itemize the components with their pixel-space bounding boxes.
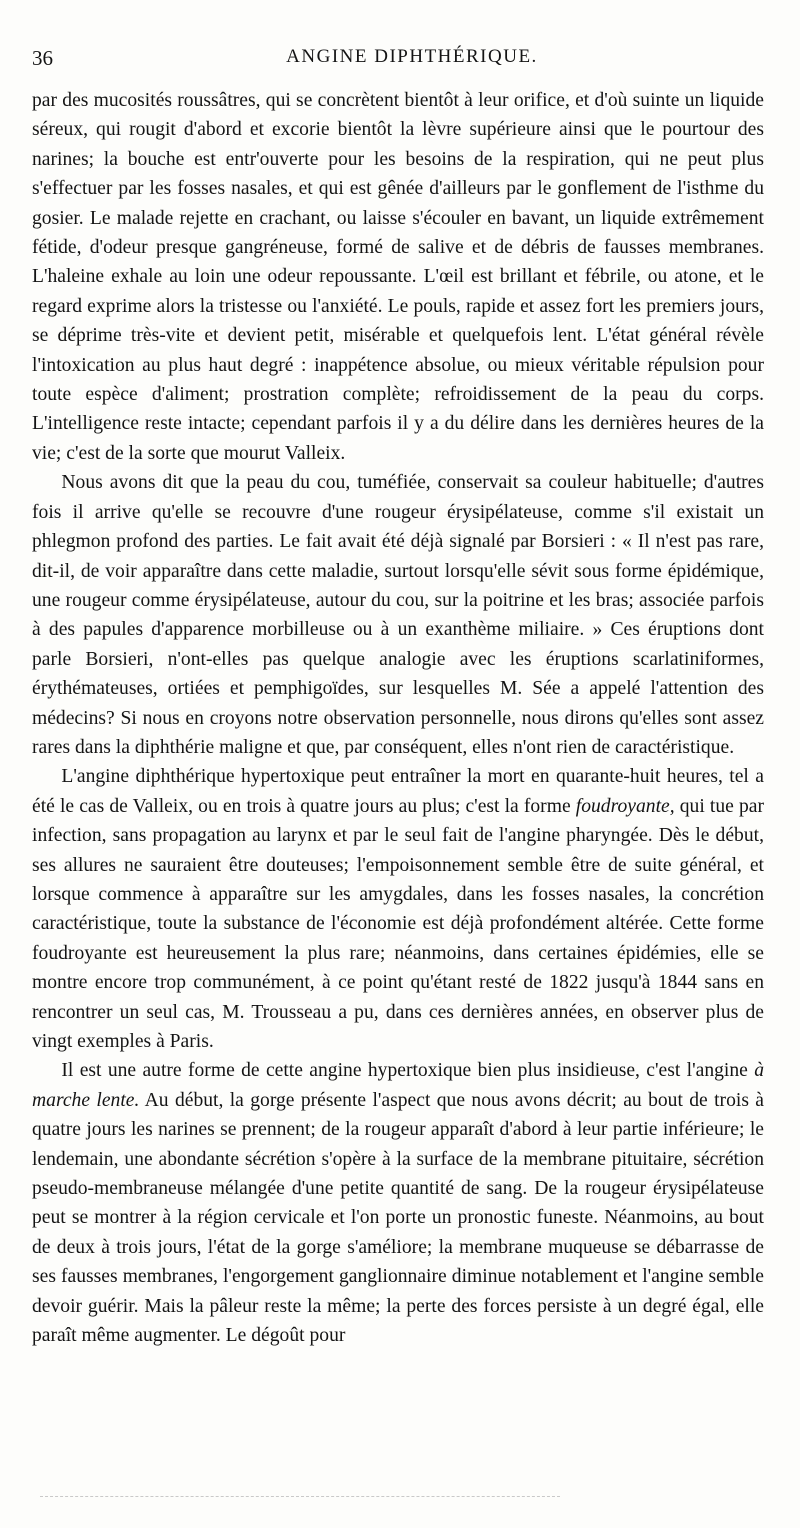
footer-scan-rule [40,1496,560,1497]
paragraph-1: par des mucosités roussâtres, qui se concrètent bientôt à leur orifice, et d'où suinte un liquide séreux, qui rougit d'abord et excorie bientôt la lèvre supérieure ainsi que le pourtour des narines; la bouche est entr'ouverte pour les besoins de la respiration, qui ne peut plus s'effectuer par les fosses nasales, et qui est gênée d'ailleurs par le gonflement de l'isthme du gosier. Le malade rejette en crachant, ou laisse s'écouler en bavant, un liquide extrêmement fétide, d'odeur presque gangréneuse, formé de salive et de débris de fausses membranes. L'haleine exhale au loin une odeur repoussante. L'œil est brillant et fébrile, ou atone, et le regard exprime alors la tristesse ou l'anxiété. Le pouls, rapide et assez fort les premiers jours, se déprime très-vite et devient petit, misérable et quelquefois lent. L'état général révèle l'intoxication au plus haut degré : inappétence absolue, ou mieux véritable répulsion pour toute espèce d'aliment; prostration complète; refroidissement de la peau du corps. L'intelligence reste intacte; cependant parfois il y a du délire dans les dernières heures de la vie; c'est de la sorte que mourut Valleix. [32,90,764,464]
body-text [32,86,764,1350]
paragraph-3 [32,762,764,1056]
paragraph-4-part-2: Au début, la gorge présente l'aspect que nous avons décrit; au bout de trois à quatre jours les narines se prennent; de la rougeur apparaît d'abord à leur partie inférieure; le lendemain, une abondante sécrétion s'opère à la surface de la membrane pituitaire, sécrétion pseudo-membraneuse mélangée d'une petite quantité de sang. De la rougeur érysipélateuse peut se montrer à la région cervicale et l'on porte un pronostic funeste. Néanmoins, au bout de deux à trois jours, l'état de la gorge s'améliore; la membrane muqueuse se débarrasse de ses fausses membranes, l'engorgement ganglionnaire diminue notablement et l'angine semble devoir guérir. Mais la pâleur reste la même; la perte des forces persiste à un degré égal, elle paraît même augmenter. Le dégoût pour [32,1089,764,1347]
paragraph-3-part-2: qui tue par infection, sans propagation au larynx et par le seul fait de l'angine pharyngée. Dès le début, ses allures ne sauraient être douteuses; l'empoisonnement semble être de suite général, et lorsque commence à apparaître sur les amygdales, dans les fosses nasales, la concrétion caractéristique, toute la substance de l'économie est déjà profondément altérée. Cette forme foudroyante est heureusement la plus rare; néanmoins, dans certaines épidémies, elle se montre encore trop communément, à ce point qu'étant resté de 1822 jusqu'à 1844 sans en rencontrer un seul cas, M. Trousseau a pu, dans ces dernières années, en observer plus de vingt exemples à Paris. [32,795,764,1052]
page-number: 36 [32,46,53,70]
paragraph-2: Nous avons dit que la peau du cou, tuméfiée, conservait sa couleur habituelle; d'autres fois il arrive qu'elle se recouvre d'une rougeur érysipélateuse, comme s'il existait un phlegmon profond des parties. Le fait avait été déjà signalé par Borsieri : « Il n'est pas rare, dit-il, de voir apparaître dans cette maladie, surtout lorsqu'elle sévit sous forme épidémique, une rougeur comme érysipélateuse, autour du cou, sur la poitrine et les bras; associée parfois à des papules d'apparence morbilleuse ou à un exanthème miliaire. » Ces éruptions dont parle Borsieri, n'ont-elles pas quelque analogie avec les éruptions scarlatiniformes, érythémateuses, ortiées et pemphigoïdes, sur lesquelles M. Sée a appelé l'attention des médecins? Si nous en croyons notre observation personnelle, nous dirons qu'elles sont assez rares dans la diphthérie maligne et que, par conséquent, elles n'ont rien de caractéristique. [32,472,764,758]
paragraph-4-part-1: Il est une autre forme de cette angine hypertoxique bien plus insidieuse, c'est l'angine [61,1060,755,1082]
paragraph-4-italic-term: à marche lente. [32,1060,764,1111]
paragraph-3-italic-term: foudroyante, [575,795,675,817]
paragraph-4 [32,1056,764,1350]
running-head [32,44,762,74]
page-title: ANGINE DIPHTHÉRIQUE. [286,46,538,67]
paragraph-3-part-1: L'angine diphthérique hypertoxique peut entraîner la mort en quarante-huit heures, tel a été le cas de Valleix, ou en trois à quatre jours au plus; c'est la forme [32,766,764,817]
